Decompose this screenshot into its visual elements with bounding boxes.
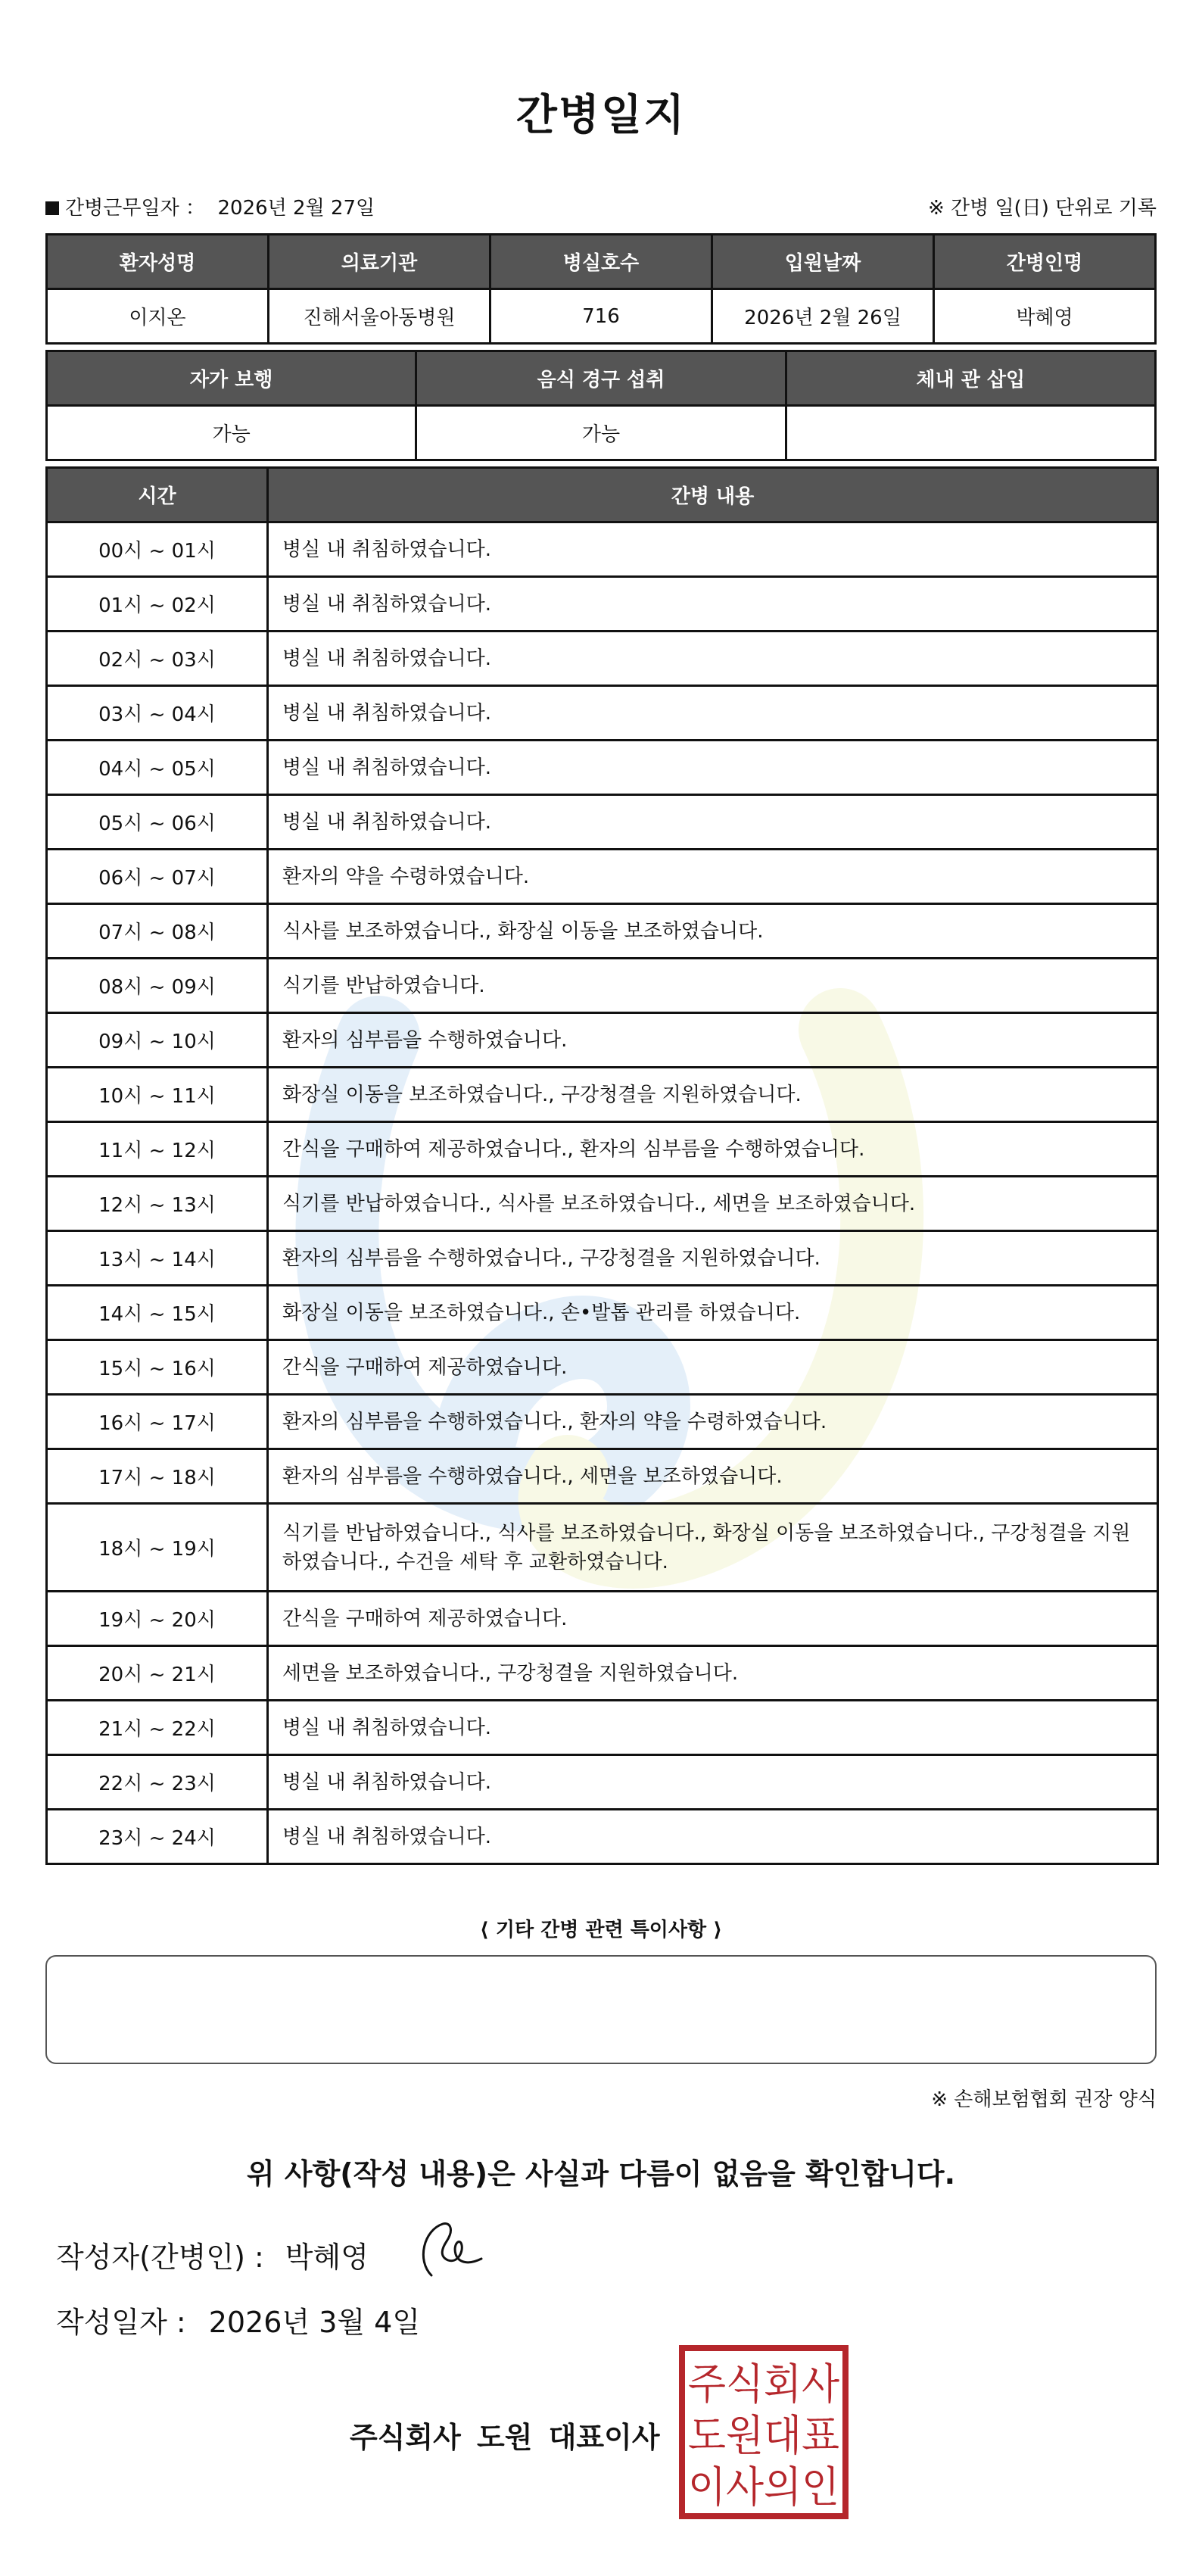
table-row xyxy=(47,1340,1158,1395)
header-tube-insertion: 체내 관 삽입 xyxy=(786,351,1155,406)
company-seal-icon xyxy=(678,2344,849,2520)
page-title: 간병일지 xyxy=(515,91,687,140)
table-row xyxy=(47,850,1158,904)
writer-line xyxy=(56,2234,369,2275)
table-row xyxy=(47,1231,1158,1286)
header-oral-intake: 음식 경구 섭취 xyxy=(416,351,786,406)
written-date-value: 2026년 3월 4일 xyxy=(208,2306,421,2339)
row-time: 19시 ~ 20시 xyxy=(47,1592,268,1646)
row-content: 병실 내 취침하였습니다. xyxy=(268,577,1158,632)
row-time: 20시 ~ 21시 xyxy=(47,1646,268,1701)
header-time: 시간 xyxy=(47,468,268,522)
confirmation-statement: 위 사항(작성 내용)은 사실과 다름이 없음을 확인합니다. xyxy=(246,2157,956,2191)
svg-text:주식회사: 주식회사 xyxy=(688,2360,839,2409)
row-time: 08시 ~ 09시 xyxy=(47,959,268,1013)
work-date-label: 간병근무일자 ： xyxy=(65,196,205,220)
row-time: 03시 ~ 04시 xyxy=(47,686,268,741)
row-content: 병실 내 취침하였습니다. xyxy=(268,1755,1158,1810)
row-content: 환자의 심부름을 수행하였습니다., 구강청결을 지원하였습니다. xyxy=(268,1231,1158,1286)
row-content: 환자의 심부름을 수행하였습니다., 세면을 보조하였습니다. xyxy=(268,1449,1158,1504)
caregiver-name: 박혜영 xyxy=(934,289,1156,344)
care-log-body xyxy=(47,522,1158,1864)
table-row xyxy=(47,1013,1158,1068)
remarks-title: ⟨ 기타 간병 관련 특이사항 ⟩ xyxy=(479,1919,723,1941)
row-content: 화장실 이동을 보조하였습니다., 손•발톱 관리를 하였습니다. xyxy=(268,1286,1158,1340)
row-content: 간식을 구매하여 제공하였습니다. xyxy=(268,1340,1158,1395)
row-content: 병실 내 취침하였습니다. xyxy=(268,1810,1158,1864)
written-date-label: 작성일자 : xyxy=(56,2306,186,2339)
row-content: 간식을 구매하여 제공하였습니다. xyxy=(268,1592,1158,1646)
table-row xyxy=(47,741,1158,795)
row-time: 17시 ~ 18시 xyxy=(47,1449,268,1504)
row-content: 간식을 구매하여 제공하였습니다., 환자의 심부름을 수행하였습니다. xyxy=(268,1122,1158,1177)
table-row xyxy=(47,1592,1158,1646)
row-content: 병실 내 취침하였습니다. xyxy=(268,1701,1158,1755)
admission-date: 2026년 2월 26일 xyxy=(712,289,934,344)
table-row xyxy=(47,686,1158,741)
table-row xyxy=(47,1646,1158,1701)
row-time: 06시 ~ 07시 xyxy=(47,850,268,904)
table-row xyxy=(47,1701,1158,1755)
square-bullet-icon xyxy=(45,201,59,215)
header-self-walking: 자가 보행 xyxy=(47,351,416,406)
table-row xyxy=(47,522,1158,577)
self-walking-value: 가능 xyxy=(47,406,416,460)
row-time: 21시 ~ 22시 xyxy=(47,1701,268,1755)
table-row xyxy=(47,1395,1158,1449)
row-time: 09시 ~ 10시 xyxy=(47,1013,268,1068)
header-care-content: 간병 내용 xyxy=(268,468,1158,522)
company-representative: 주식회사 도원 대표이사 xyxy=(350,2421,660,2454)
form-note: ※ 손해보험협회 권장 양식 xyxy=(931,2088,1157,2111)
table-row xyxy=(47,1504,1158,1592)
written-date-line xyxy=(56,2299,420,2341)
tube-insertion-value xyxy=(786,406,1155,460)
meta-row xyxy=(45,191,1157,221)
writer-label: 작성자(간병인) : xyxy=(56,2241,264,2274)
row-content: 환자의 심부름을 수행하였습니다., 환자의 약을 수령하였습니다. xyxy=(268,1395,1158,1449)
table-row xyxy=(47,1068,1158,1122)
table-row xyxy=(47,632,1158,686)
table-row xyxy=(47,1286,1158,1340)
header-room: 병실호수 xyxy=(490,235,712,289)
row-time: 04시 ~ 05시 xyxy=(47,741,268,795)
header-admission-date: 입원날짜 xyxy=(712,235,934,289)
row-content: 병실 내 취침하였습니다. xyxy=(268,686,1158,741)
oral-intake-value: 가능 xyxy=(416,406,786,460)
table-row xyxy=(47,1810,1158,1864)
row-time: 10시 ~ 11시 xyxy=(47,1068,268,1122)
row-time: 18시 ~ 19시 xyxy=(47,1504,268,1592)
patient-info-table xyxy=(45,233,1157,345)
row-time: 05시 ~ 06시 xyxy=(47,795,268,850)
row-time: 07시 ~ 08시 xyxy=(47,904,268,959)
row-time: 15시 ~ 16시 xyxy=(47,1340,268,1395)
room-number: 716 xyxy=(490,289,712,344)
row-time: 00시 ~ 01시 xyxy=(47,522,268,577)
row-time: 23시 ~ 24시 xyxy=(47,1810,268,1864)
row-content: 병실 내 취침하였습니다. xyxy=(268,522,1158,577)
row-content: 병실 내 취침하였습니다. xyxy=(268,741,1158,795)
row-content: 병실 내 취침하였습니다. xyxy=(268,795,1158,850)
signature-icon xyxy=(409,2215,492,2283)
header-hospital: 의료기관 xyxy=(269,235,490,289)
header-patient-name: 환자성명 xyxy=(47,235,269,289)
table-row xyxy=(47,1122,1158,1177)
row-content: 식기를 반납하였습니다., 식사를 보조하였습니다., 화장실 이동을 보조하였습니다., 구강청결을 지원하였습니다., 수건을 세탁 후 교환하였습니다. xyxy=(268,1504,1158,1592)
work-date xyxy=(45,192,375,220)
row-time: 12시 ~ 13시 xyxy=(47,1177,268,1231)
writer-name: 박혜영 xyxy=(285,2241,369,2274)
table-row xyxy=(47,959,1158,1013)
row-content: 식사를 보조하였습니다., 화장실 이동을 보조하였습니다. xyxy=(268,904,1158,959)
row-content: 환자의 심부름을 수행하였습니다. xyxy=(268,1013,1158,1068)
table-row xyxy=(47,795,1158,850)
svg-text:이사의인: 이사의인 xyxy=(688,2463,839,2512)
row-time: 22시 ~ 23시 xyxy=(47,1755,268,1810)
row-content: 병실 내 취침하였습니다. xyxy=(268,632,1158,686)
patient-name: 이지온 xyxy=(47,289,269,344)
care-log-table xyxy=(45,466,1159,1865)
hospital-name: 진해서울아동병원 xyxy=(269,289,490,344)
header-caregiver-name: 간병인명 xyxy=(934,235,1156,289)
table-row xyxy=(47,1177,1158,1231)
table-row xyxy=(47,1755,1158,1810)
row-content: 화장실 이동을 보조하였습니다., 구강청결을 지원하였습니다. xyxy=(268,1068,1158,1122)
row-time: 13시 ~ 14시 xyxy=(47,1231,268,1286)
remarks-box xyxy=(45,1955,1157,2064)
row-content: 식기를 반납하였습니다. xyxy=(268,959,1158,1013)
row-time: 02시 ~ 03시 xyxy=(47,632,268,686)
row-content: 식기를 반납하였습니다., 식사를 보조하였습니다., 세면을 보조하였습니다. xyxy=(268,1177,1158,1231)
row-time: 11시 ~ 12시 xyxy=(47,1122,268,1177)
record-unit-note: ※ 간병 일(日) 단위로 기록 xyxy=(927,196,1157,220)
work-date-value: 2026년 2월 27일 xyxy=(217,196,375,220)
row-content: 환자의 약을 수령하였습니다. xyxy=(268,850,1158,904)
table-row xyxy=(47,904,1158,959)
row-time: 14시 ~ 15시 xyxy=(47,1286,268,1340)
row-content: 세면을 보조하였습니다., 구강청결을 지원하였습니다. xyxy=(268,1646,1158,1701)
row-time: 16시 ~ 17시 xyxy=(47,1395,268,1449)
table-row xyxy=(47,1449,1158,1504)
svg-text:도원대표: 도원대표 xyxy=(688,2412,839,2461)
row-time: 01시 ~ 02시 xyxy=(47,577,268,632)
patient-status-table xyxy=(45,350,1157,461)
table-row xyxy=(47,577,1158,632)
